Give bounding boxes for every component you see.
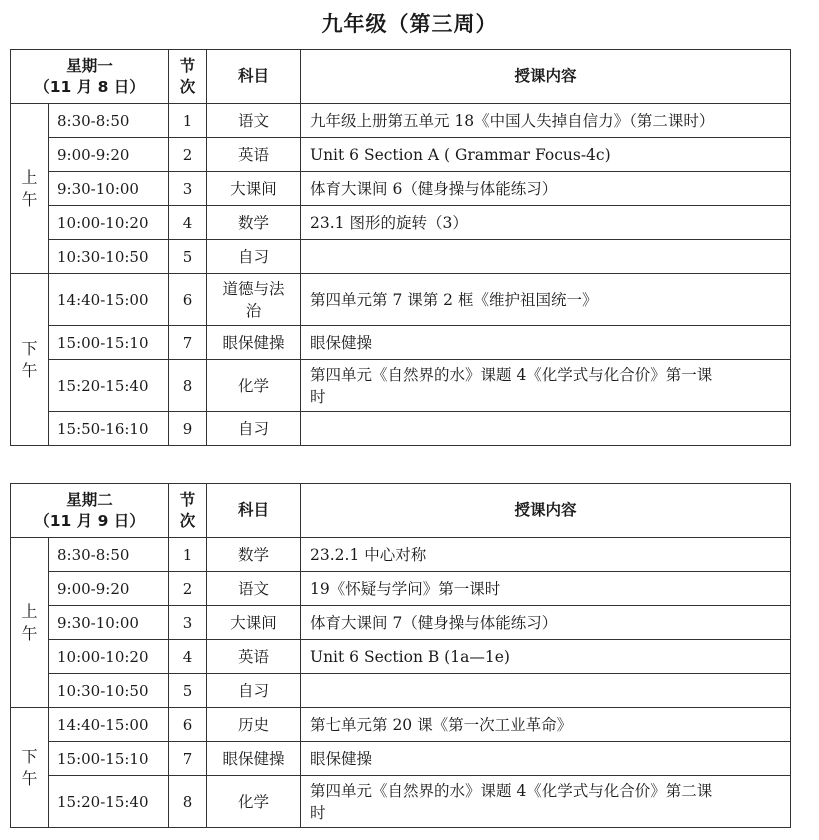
time-cell: 10:00-10:20	[49, 206, 169, 240]
period-label-morning: 上 午	[11, 104, 49, 274]
time-cell: 9:30-10:00	[49, 606, 169, 640]
content-cell: 23.2.1 中心对称	[301, 538, 791, 572]
time-cell: 10:00-10:20	[49, 640, 169, 674]
date-label: （11 月 8 日）	[34, 77, 145, 96]
time-cell: 9:00-9:20	[49, 572, 169, 606]
time-cell: 15:00-15:10	[49, 326, 169, 360]
subject-cell: 眼保健操	[207, 326, 301, 360]
table-header-row	[11, 484, 791, 538]
subject-cell: 数学	[207, 538, 301, 572]
time-cell: 15:20-15:40	[49, 776, 169, 828]
content-cell: 23.1 图形的旋转（3）	[301, 206, 791, 240]
table-row	[11, 742, 791, 776]
number-header: 节 次	[169, 484, 207, 538]
content-cell: 第四单元《自然界的水》课题 4《化学式与化合价》第二课 时	[301, 776, 791, 828]
content-cell: 体育大课间 7（健身操与体能练习）	[301, 606, 791, 640]
time-cell: 8:30-8:50	[49, 104, 169, 138]
time-cell: 8:30-8:50	[49, 538, 169, 572]
schedule-table-tuesday	[10, 483, 791, 828]
subject-cell: 自习	[207, 674, 301, 708]
time-cell: 10:30-10:50	[49, 674, 169, 708]
table-row	[11, 104, 791, 138]
table-row	[11, 326, 791, 360]
subject-cell: 大课间	[207, 172, 301, 206]
content-cell: 眼保健操	[301, 326, 791, 360]
number-cell: 9	[169, 412, 207, 446]
content-cell: 第四单元《自然界的水》课题 4《化学式与化合价》第一课 时	[301, 360, 791, 412]
number-cell: 4	[169, 640, 207, 674]
table-row	[11, 274, 791, 326]
time-cell: 14:40-15:00	[49, 708, 169, 742]
number-cell: 1	[169, 104, 207, 138]
time-cell: 9:00-9:20	[49, 138, 169, 172]
subject-cell: 英语	[207, 138, 301, 172]
time-cell: 9:30-10:00	[49, 172, 169, 206]
table-row	[11, 606, 791, 640]
content-cell: 19《怀疑与学问》第一课时	[301, 572, 791, 606]
content-cell	[301, 412, 791, 446]
content-cell: 第七单元第 20 课《第一次工业革命》	[301, 708, 791, 742]
number-cell: 3	[169, 172, 207, 206]
number-cell: 5	[169, 674, 207, 708]
number-cell: 5	[169, 240, 207, 274]
number-cell: 6	[169, 708, 207, 742]
day-label: 星期一	[66, 56, 113, 75]
subject-cell: 语文	[207, 104, 301, 138]
subject-cell: 自习	[207, 240, 301, 274]
subject-cell: 大课间	[207, 606, 301, 640]
page-title: 九年级（第三周）	[321, 12, 498, 36]
subject-cell: 语文	[207, 572, 301, 606]
content-header: 授课内容	[301, 50, 791, 104]
content-cell: 体育大课间 6（健身操与体能练习）	[301, 172, 791, 206]
number-cell: 6	[169, 274, 207, 326]
table-row	[11, 572, 791, 606]
table-row	[11, 138, 791, 172]
subject-cell: 自习	[207, 412, 301, 446]
table-row	[11, 412, 791, 446]
content-cell	[301, 240, 791, 274]
table-row	[11, 640, 791, 674]
day-header	[11, 50, 169, 104]
table-row	[11, 360, 791, 412]
period-label-afternoon: 下 午	[11, 274, 49, 446]
subject-cell: 化学	[207, 360, 301, 412]
subject-cell: 眼保健操	[207, 742, 301, 776]
content-cell: 眼保健操	[301, 742, 791, 776]
number-cell: 3	[169, 606, 207, 640]
number-cell: 2	[169, 572, 207, 606]
day-label: 星期二	[66, 490, 113, 509]
table-row	[11, 172, 791, 206]
number-cell: 4	[169, 206, 207, 240]
number-cell: 7	[169, 742, 207, 776]
content-cell: 第四单元第 7 课第 2 框《维护祖国统一》	[301, 274, 791, 326]
number-cell: 8	[169, 360, 207, 412]
content-cell: Unit 6 Section B (1a—1e)	[301, 640, 791, 674]
table-header-row	[11, 50, 791, 104]
table-row	[11, 538, 791, 572]
content-header: 授课内容	[301, 484, 791, 538]
time-cell: 10:30-10:50	[49, 240, 169, 274]
subject-cell: 道德与法 治	[207, 274, 301, 326]
number-cell: 7	[169, 326, 207, 360]
subject-header: 科目	[207, 50, 301, 104]
period-label-afternoon: 下 午	[11, 708, 49, 828]
number-cell: 1	[169, 538, 207, 572]
subject-cell: 英语	[207, 640, 301, 674]
table-row	[11, 708, 791, 742]
time-cell: 15:50-16:10	[49, 412, 169, 446]
day-header	[11, 484, 169, 538]
table-row	[11, 674, 791, 708]
table-row	[11, 240, 791, 274]
content-cell	[301, 674, 791, 708]
date-label: （11 月 9 日）	[34, 511, 145, 530]
period-label-morning: 上 午	[11, 538, 49, 708]
time-cell: 15:00-15:10	[49, 742, 169, 776]
time-cell: 14:40-15:00	[49, 274, 169, 326]
number-cell: 2	[169, 138, 207, 172]
table-row	[11, 206, 791, 240]
subject-header: 科目	[207, 484, 301, 538]
schedule-table-monday	[10, 49, 791, 446]
time-cell: 15:20-15:40	[49, 360, 169, 412]
subject-cell: 化学	[207, 776, 301, 828]
table-row	[11, 776, 791, 828]
number-header: 节 次	[169, 50, 207, 104]
number-cell: 8	[169, 776, 207, 828]
subject-cell: 历史	[207, 708, 301, 742]
subject-cell: 数学	[207, 206, 301, 240]
content-cell: Unit 6 Section A ( Grammar Focus-4c)	[301, 138, 791, 172]
content-cell: 九年级上册第五单元 18《中国人失掉自信力》（第二课时）	[301, 104, 791, 138]
